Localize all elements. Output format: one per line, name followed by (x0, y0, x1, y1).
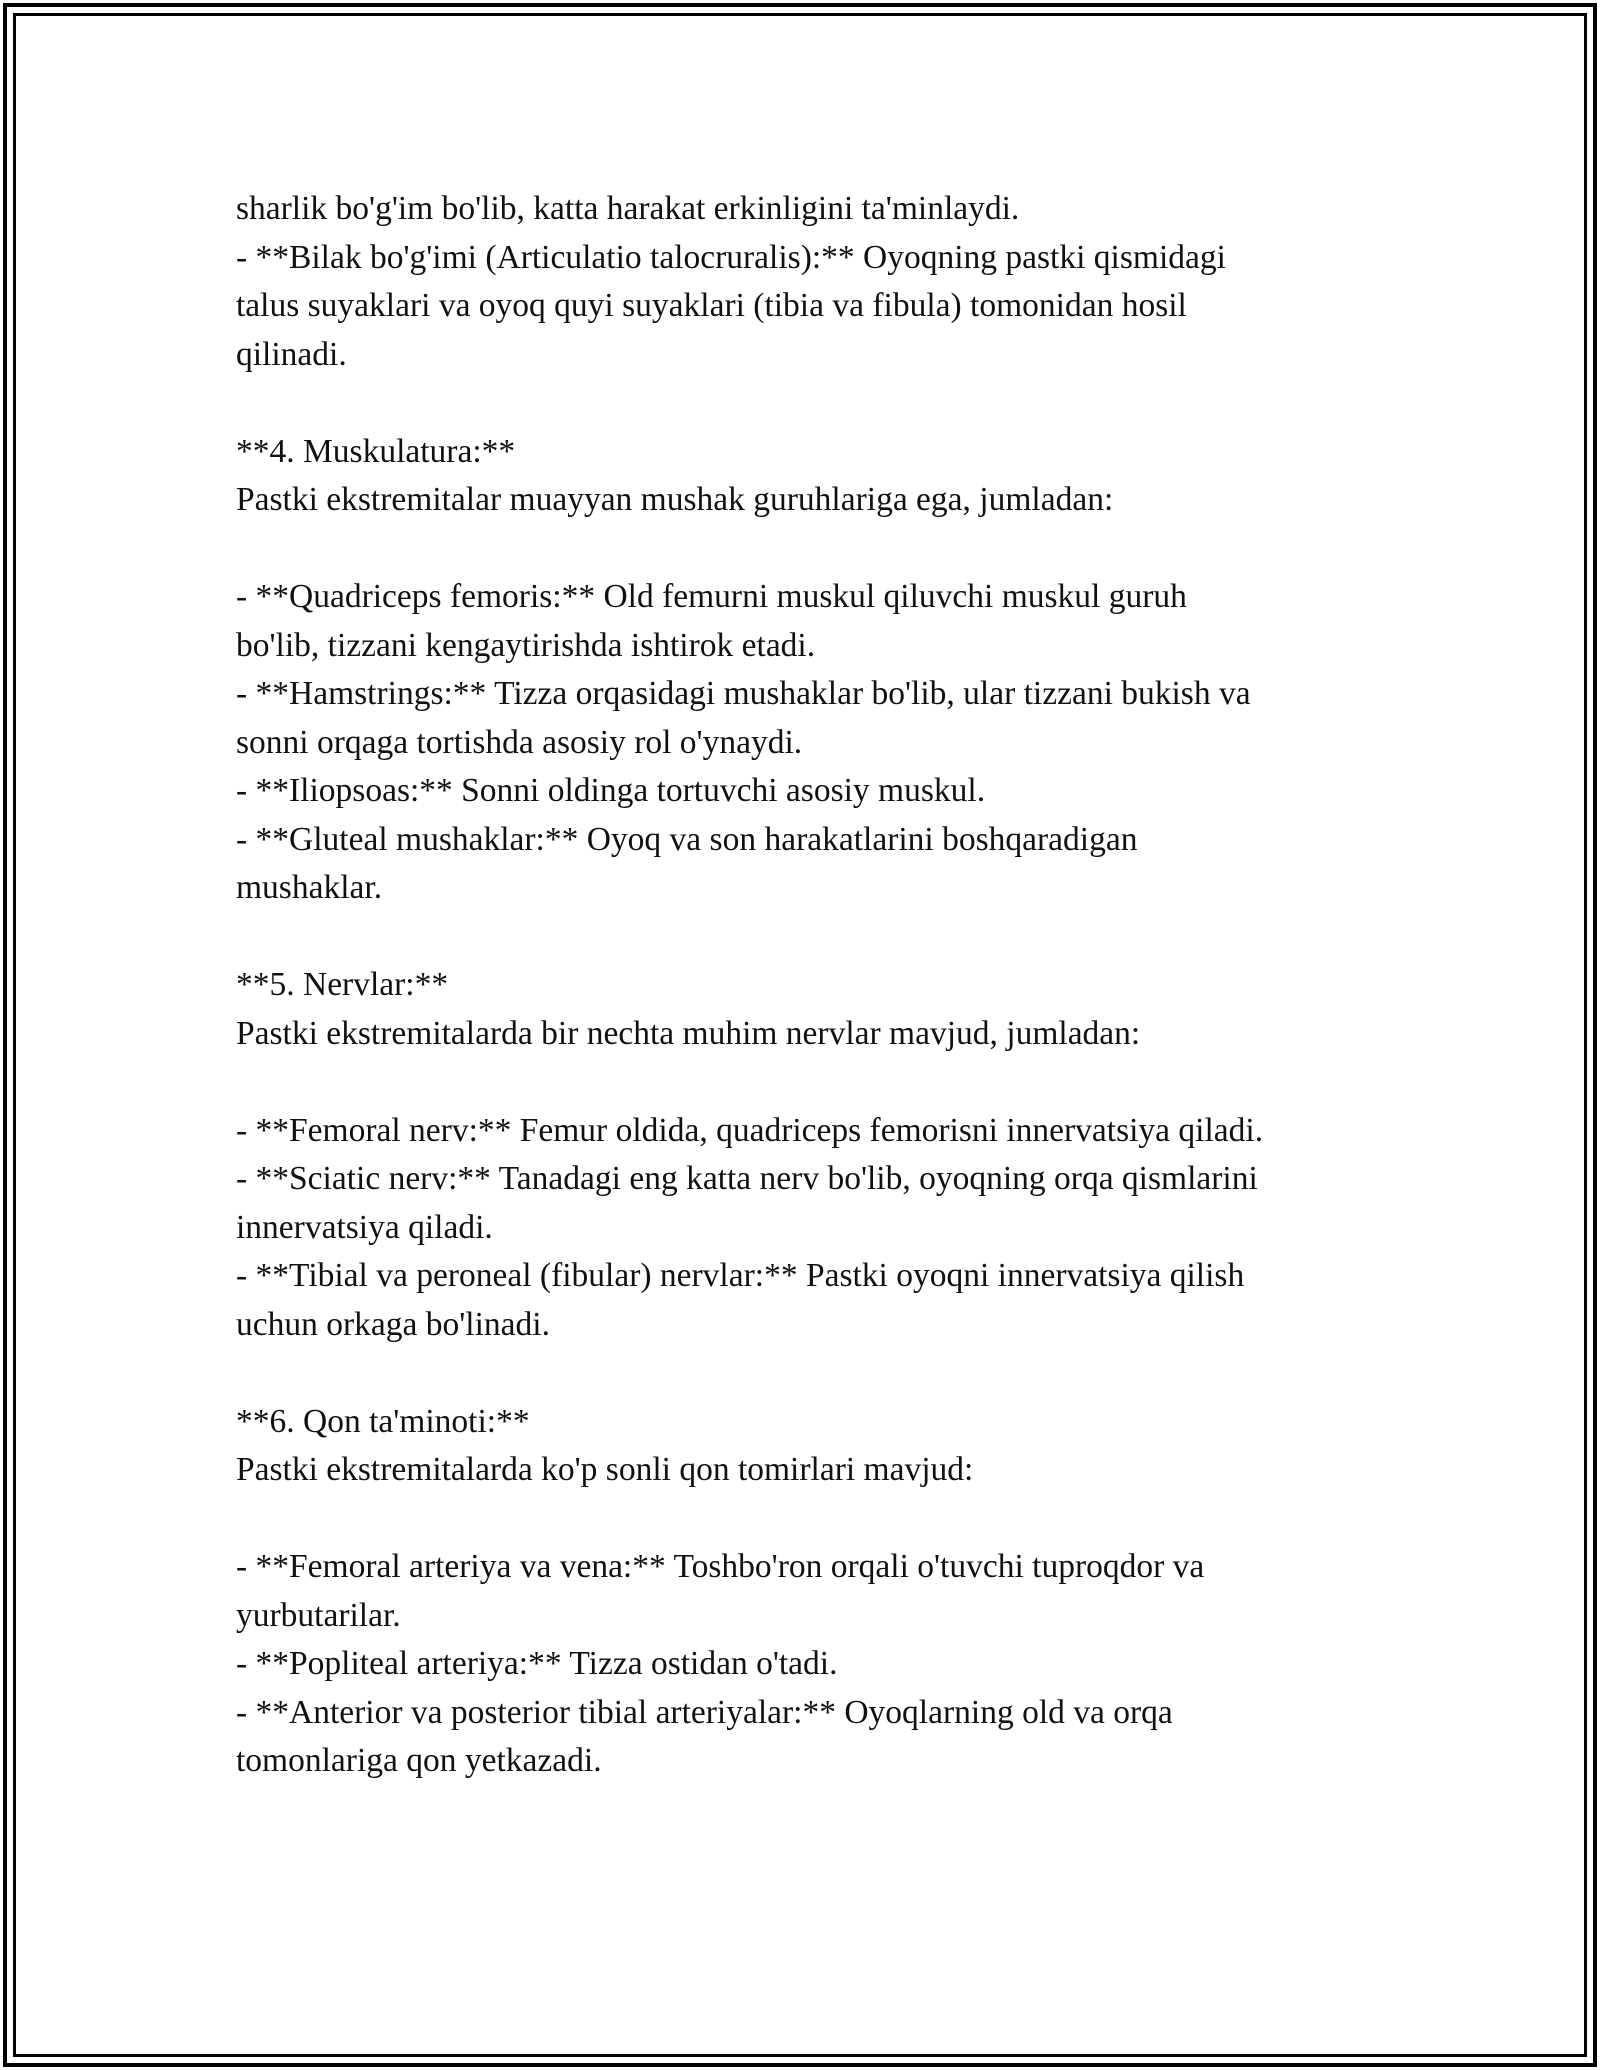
text-line: mushaklar. (236, 869, 383, 906)
text-line: qilinadi. (236, 335, 347, 373)
blank-line (236, 1349, 1386, 1398)
text-line: Pastki ekstremitalar muayyan mushak guruhlariga ega, jumladan: (236, 481, 1114, 518)
document-body (236, 185, 1386, 1786)
text-line: - **Bilak bo'g'imi (Articulatio talocruralis):** Oyoqning pastki qismidagi (236, 238, 1226, 276)
text-line: talus suyaklari va oyoq quyi suyaklari (tibia va fibula) tomonidan hosil (236, 287, 1187, 324)
text-line: sharlik bo'g'im bo'lib, katta harakat erkinligini ta'minlaydi. (236, 190, 1020, 227)
text-line: - **Anterior va posterior tibial arteriyalar:** Oyoqlarning old va orqa (236, 1693, 1173, 1731)
text-line: yurbutarilar. (236, 1596, 401, 1634)
blank-line (236, 525, 1386, 574)
text-line: - **Gluteal mushaklar:** Oyoq va son harakatlarini boshqaradigan (236, 820, 1138, 858)
text-line: innervatsiya qiladi. (236, 1208, 493, 1246)
text-line: tomonlariga qon yetkazadi. (236, 1742, 602, 1779)
text-line: - **Sciatic nerv:** Tanadagi eng katta nerv bo'lib, oyoqning orqa qismlarini (236, 1160, 1258, 1197)
text-line: - **Hamstrings:** Tizza orqasidagi mushaklar bo'lib, ular tizzani bukish va (236, 675, 1251, 712)
text-line: - **Tibial va peroneal (fibular) nervlar:** Pastki oyoqni innervatsiya qilish (236, 1257, 1245, 1294)
blank-line (236, 913, 1386, 962)
text-line: sonni orqaga tortishda asosiy rol o'ynaydi. (236, 723, 803, 761)
text-line: **4. Muskulatura:** (236, 432, 516, 470)
text-line: **5. Nervlar:** (236, 966, 449, 1003)
blank-line (236, 1058, 1386, 1107)
text-line: Pastki ekstremitalarda ko'p sonli qon tomirlari mavjud: (236, 1451, 974, 1488)
text-line: - **Iliopsoas:** Sonni oldinga tortuvchi asosiy muskul. (236, 772, 986, 809)
text-line: - **Femoral nerv:** Femur oldida, quadriceps femorisni innervatsiya qiladi. (236, 1111, 1264, 1149)
text-line: - **Popliteal arteriya:** Tizza ostidan o'tadi. (236, 1645, 838, 1682)
blank-line (236, 379, 1386, 428)
text-line: - **Quadriceps femoris:** Old femurni muskul qiluvchi muskul guruh (236, 578, 1187, 615)
text-line: **6. Qon ta'minoti:** (236, 1402, 530, 1440)
text-line: uchun orkaga bo'linadi. (236, 1305, 550, 1343)
text-line: Pastki ekstremitalarda bir nechta muhim nervlar mavjud, jumladan: (236, 1014, 1141, 1052)
text-line: bo'lib, tizzani kengaytirishda ishtirok etadi. (236, 626, 816, 664)
blank-line (236, 1495, 1386, 1544)
text-line: - **Femoral arteriya va vena:** Toshbo'ron orqali o'tuvchi tuproqdor va (236, 1548, 1205, 1585)
